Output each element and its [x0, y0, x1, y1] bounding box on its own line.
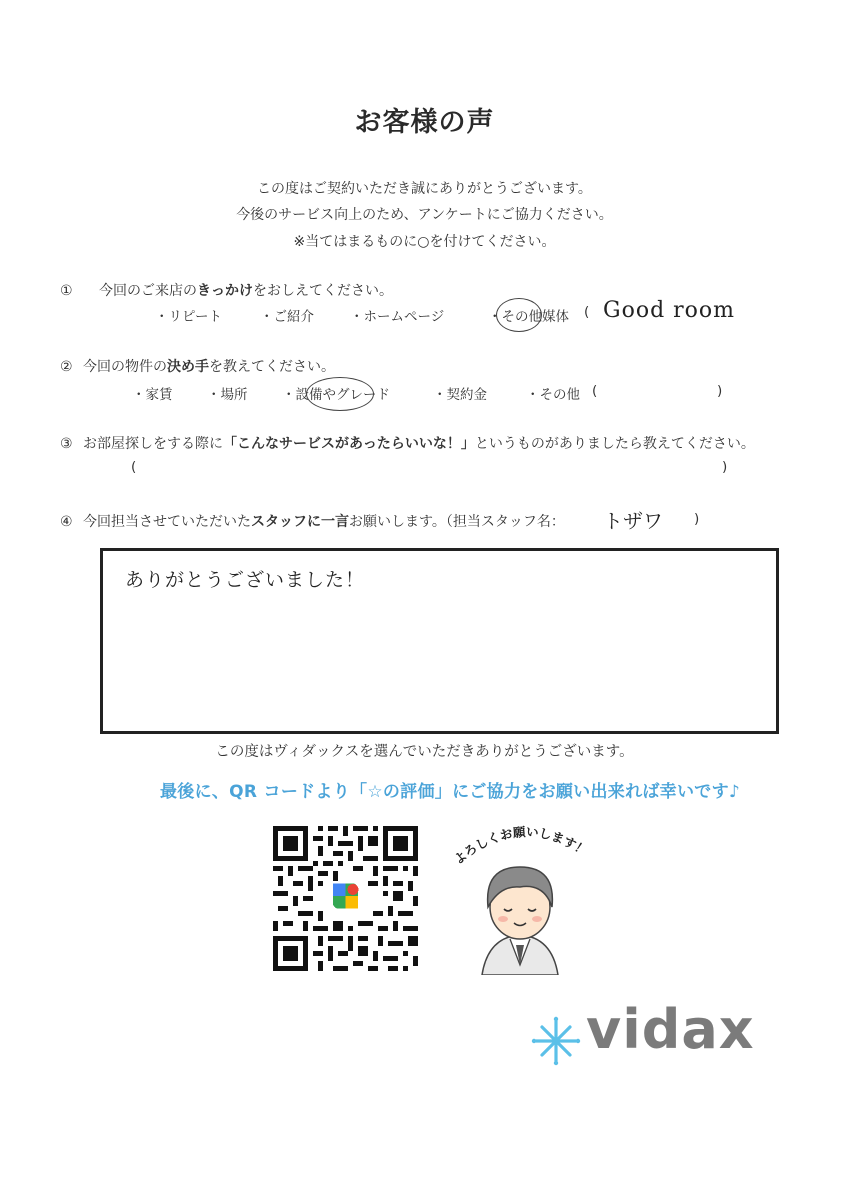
illustration-speech-text: よろしくお願いします！	[450, 824, 591, 868]
question-4	[60, 511, 565, 531]
thanks-message: この度はヴィダックスを選んでいただきありがとうございます。	[215, 744, 634, 760]
q2-paren-close: )	[717, 383, 723, 399]
q1-paren-open: (	[584, 304, 590, 320]
question-3	[60, 433, 755, 453]
q3-paren-close: )	[722, 459, 728, 475]
intro-line-3: ※当てはまるものに○を付けてください。	[293, 234, 556, 250]
question-text: 今回の物件の決め手を教えてください。	[83, 359, 336, 375]
svg-text:よろしくお願いします！	[451, 824, 591, 867]
vidax-logo-star-icon	[530, 1015, 582, 1067]
question-number: ④	[60, 514, 73, 530]
staff-illustration	[440, 815, 600, 975]
q2-option-other[interactable]: ・その他	[526, 387, 580, 403]
q2-option-location[interactable]: ・場所	[207, 387, 248, 403]
comment-box	[100, 548, 779, 734]
q3-paren-open: (	[131, 459, 137, 475]
selection-circle	[306, 377, 374, 411]
q2-paren-open: (	[592, 383, 598, 399]
selection-circle	[496, 298, 542, 332]
comment-handwritten-message: ありがとうございました！	[125, 569, 366, 591]
q2-option-facilities[interactable]: ・設備やグレード	[282, 387, 390, 403]
question-number: ①	[60, 283, 73, 299]
q1-option-homepage[interactable]: ・ホームページ	[350, 309, 445, 325]
question-number: ②	[60, 359, 73, 375]
q1-option-referral[interactable]: ・ご紹介	[260, 309, 314, 325]
vidax-logo-text: vidax	[586, 998, 755, 1061]
q1-option-repeat[interactable]: ・リピート	[155, 309, 222, 325]
q1-handwritten-answer: Good room	[603, 298, 736, 323]
question-text: 今回のご来店のきっかけをおしえてください。	[99, 283, 394, 299]
q2-option-rent[interactable]: ・家賃	[132, 387, 173, 403]
intro-line-1: この度はご契約いただき誠にありがとうございます。	[257, 181, 592, 197]
q4-paren-close: )	[694, 511, 700, 527]
question-2	[60, 356, 335, 376]
question-number: ③	[60, 436, 73, 452]
qr-code[interactable]	[273, 826, 418, 971]
qr-review-request: 最後に、QR コードより「☆の評価」にご協力をお願い出来れば幸いです♪	[159, 782, 741, 802]
intro-line-2: 今後のサービス向上のため、アンケートにご協力ください。	[236, 207, 613, 223]
q4-staff-name: トザワ	[603, 509, 663, 533]
question-text: 今回担当させていただいたスタッフに一言お願いします。（担当スタッフ名：	[83, 514, 565, 530]
q2-option-deposit[interactable]: ・契約金	[433, 387, 487, 403]
question-text: お部屋探しをする際に「こんなサービスがあったらいいな！」というものがありましたら教えてください。	[83, 436, 755, 452]
q1-option-other-media[interactable]: ・その他媒体	[488, 309, 569, 325]
question-1	[60, 280, 393, 300]
page-title: お客様の声	[354, 107, 495, 138]
